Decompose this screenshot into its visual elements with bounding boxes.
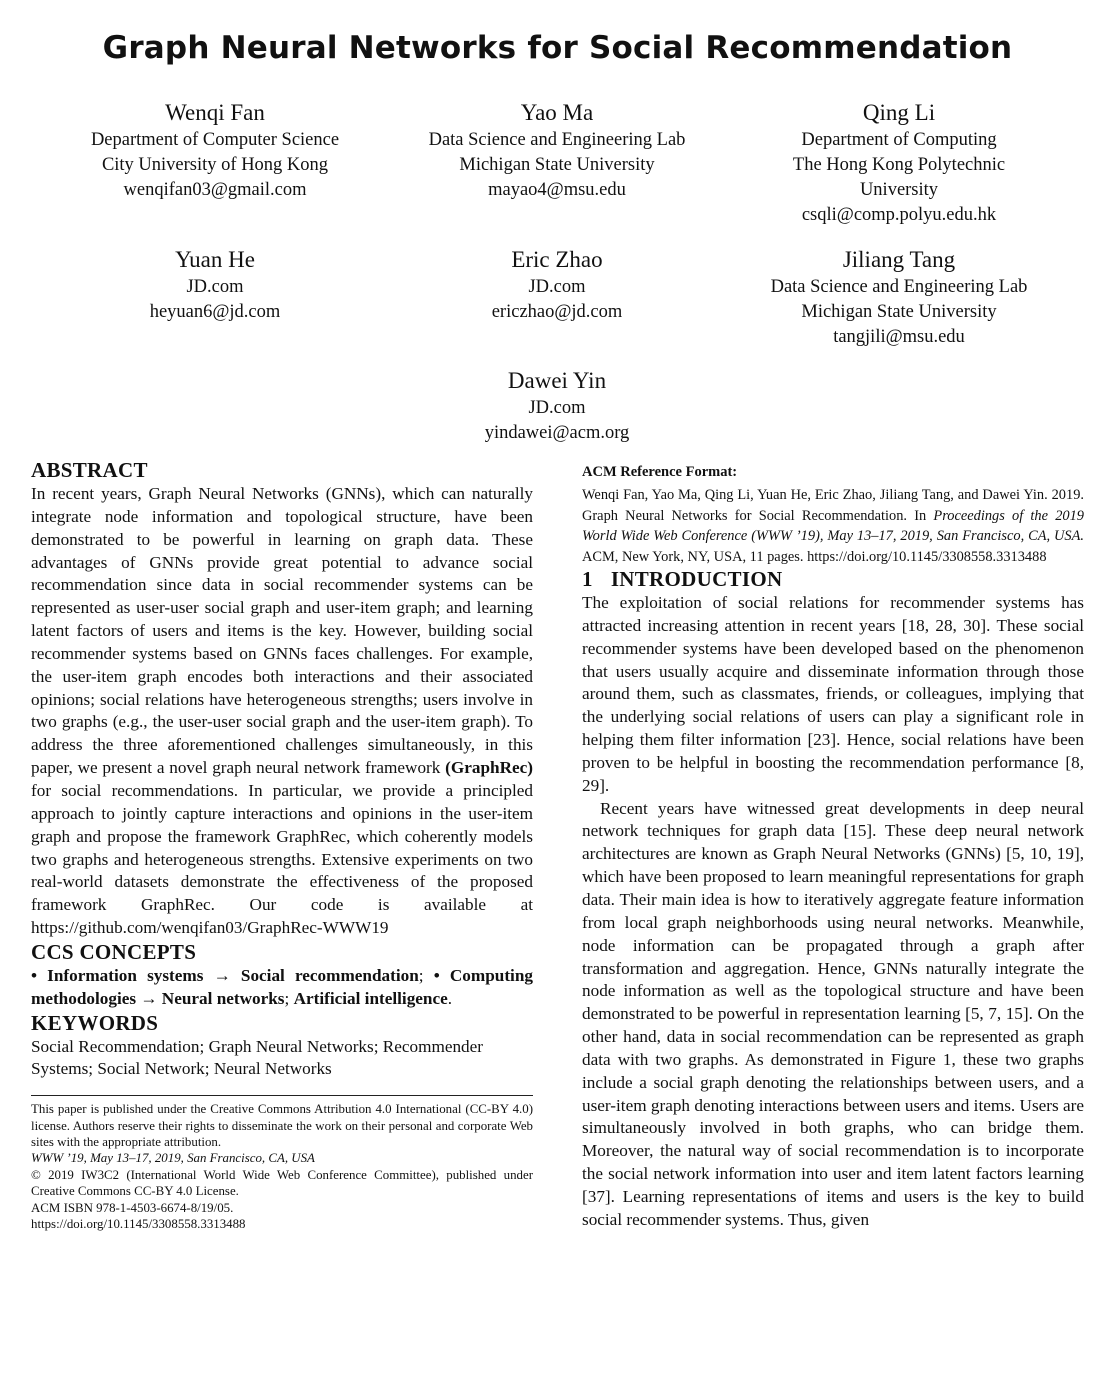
- author-affiliation: Data Science and Engineering Lab: [770, 277, 1028, 297]
- author-name: Wenqi Fan: [165, 100, 265, 125]
- author-name: Dawei Yin: [507, 368, 607, 393]
- footnote-divider: [31, 1095, 533, 1096]
- author-block-jiliang-tang: [734, 246, 1064, 350]
- author-block-eric-zhao: [392, 246, 722, 325]
- abstract-text: [31, 483, 533, 940]
- author-email: ericzhao@jd.com: [491, 302, 623, 322]
- author-name: Qing Li: [862, 100, 936, 125]
- conference-note: WWW ’19, May 13–17, 2019, San Francisco, CA, USA: [31, 1151, 315, 1166]
- author-block-yao-ma: [392, 99, 722, 203]
- author-affiliation: Michigan State University: [801, 302, 997, 322]
- author-email: yindawei@acm.org: [484, 423, 630, 443]
- author-block-qing-li: [734, 99, 1064, 228]
- author-email: csqli@comp.polyu.edu.hk: [801, 205, 997, 225]
- author-affiliation: JD.com: [186, 277, 244, 297]
- author-block-dawei-yin: [392, 367, 722, 446]
- abstract-text-part: for social recommendations. In particular, we provide a principled approach to jointly capture interactions and opinions in the user-item graph and propose the framework GraphRec, which coherently models two graphs and heterogeneous strengths. Extensive experiments on two real-world datasets demonstrate the effectiveness of the proposed framework GraphRec. Our code is available at https://github.com/wenqifan03/GraphRec-WWW19: [31, 780, 533, 938]
- author-affiliation: The Hong Kong Polytechnic: [792, 155, 1006, 175]
- author-email: mayao4@msu.edu: [488, 180, 626, 200]
- author-name: Eric Zhao: [511, 247, 603, 272]
- author-name: Jiliang Tang: [842, 247, 956, 272]
- author-affiliation: Data Science and Engineering Lab: [428, 130, 686, 150]
- author-block-wenqi-fan: [50, 99, 380, 203]
- ccs-end: .: [447, 988, 453, 1008]
- acm-reference-part: ACM, New York, NY, USA, 11 pages. https://doi.org/10.1145/3308558.3313488: [582, 548, 1047, 565]
- ccs-concept: Artificial intelligence: [293, 988, 448, 1008]
- copyright-note: © 2019 IW3C2 (International World Wide Web Conference Committee), published under Creative Commons CC-BY 4.0 License.: [31, 1167, 533, 1199]
- intro-paragraph-2: Recent years have witnessed great developments in deep neural network techniques for graph data [15]. These deep neural network architectures are known as Graph Neural Networks (GNNs) [5, 10, 19], which have been proposed to learn meaningful representations for graph data. Their main idea is how to iteratively aggregate feature information from local graph neighborhoods using neural networks. Meanwhile, node information can be propagated through a graph after transformation and aggregation. Hence, GNNs naturally integrate the node information as well as the topological structure and have been demonstrated to be powerful in representation learning [5, 7, 15]. On the other hand, data in social recommendation can be represented as graph data with two graphs. As demonstrated in Figure 1, these two graphs include a social graph denoting the relationships between users, and a user-item graph denoting interactions between users and items. Users are simultaneously involved in both graphs, who can bridge them. Moreover, the natural way of social recommendation is to incorporate the social network information into user and item latent factors learning [37]. Learning representations of items and users is the key to build social recommender systems. Thus, given: [582, 798, 1084, 1229]
- author-affiliation: Michigan State University: [459, 155, 655, 175]
- ccs-separator: ;: [418, 965, 434, 985]
- ccs-concept: • Computing methodologies → Neural networks: [31, 965, 533, 1008]
- acm-reference-text: [582, 485, 1084, 567]
- author-affiliation: University: [859, 180, 939, 200]
- abstract-text-part: In recent years, Graph Neural Networks (GNNs), which can naturally integrate node information and topological structure, have been demonstrated to be powerful in learning on graph data. These advantages of GNNs provide great potential to advance social recommendation since data in social recommender systems can be represented as user-user social graph and user-item graph; and learning latent factors of users and items is the key. However, building social recommender systems based on GNNs faces challenges. For example, the user-item graph encodes both interactions and their associated opinions; social relations have heterogeneous strengths; users involve in two graphs (e.g., the user-user social graph and the user-item graph). To address the three aforementioned challenges simultaneously, in this paper, we present a novel graph neural network framework: [31, 484, 533, 778]
- author-affiliation: JD.com: [528, 277, 586, 297]
- paper-title: Graph Neural Networks for Social Recommendation: [102, 30, 1013, 66]
- author-name: Yao Ma: [520, 100, 594, 125]
- acm-reference-venue: Proceedings of the 2019 World Wide Web Conference (WWW ’19), May 13–17, 2019, San Francisco, CA, USA.: [582, 507, 1084, 544]
- left-column: [31, 458, 533, 1233]
- ccs-concepts: [31, 965, 533, 1011]
- right-column: [582, 464, 1084, 1232]
- isbn-note: ACM ISBN 978-1-4503-6674-8/19/05.: [31, 1200, 234, 1215]
- section-title: INTRODUCTION: [610, 567, 783, 591]
- license-note: This paper is published under the Creative Commons Attribution 4.0 International (CC-BY 4.0) license. Authors reserve their rights to disseminate the work on their personal and corporate Web sites with the appropriate attribution.: [31, 1102, 533, 1150]
- introduction-heading: [582, 567, 1084, 592]
- intro-paragraph-1: The exploitation of social relations for recommender systems has attracted increasing attention in recent years [18, 28, 30]. These social recommender systems have been developed based on the phenomenon that users usually acquire and disseminate information through those around them, such as classmates, friends, or colleagues, implying that the underlying social relations of users can play a significant role in helping them filter information [23]. Hence, social relations have been proven to be helpful in boosting the recommendation performance [8, 29].: [582, 593, 1084, 795]
- doi-link[interactable]: https://doi.org/10.1145/3308558.3313488: [31, 1217, 246, 1232]
- abstract-heading: ABSTRACT: [31, 458, 148, 482]
- author-name: Yuan He: [175, 247, 255, 272]
- keywords-text: Social Recommendation; Graph Neural Networks; Recommender Systems; Social Network; Neural Networks: [31, 1036, 483, 1079]
- ccs-concept: • Information systems → Social recommendation: [31, 965, 419, 985]
- author-block-yuan-he: [50, 246, 380, 325]
- keywords-heading: KEYWORDS: [31, 1010, 159, 1035]
- author-affiliation: City University of Hong Kong: [101, 155, 329, 175]
- ccs-separator: ;: [284, 988, 294, 1008]
- section-number: 1: [582, 567, 593, 591]
- graphrec-term: (GraphRec): [445, 758, 533, 778]
- author-affiliation: Department of Computing: [801, 130, 997, 150]
- author-email: heyuan6@jd.com: [149, 302, 281, 322]
- author-email: wenqifan03@gmail.com: [123, 180, 307, 200]
- acm-reference-heading: ACM Reference Format:: [582, 464, 738, 480]
- author-email: tangjili@msu.edu: [833, 327, 965, 347]
- author-affiliation: JD.com: [528, 398, 586, 418]
- author-affiliation: Department of Computer Science: [90, 130, 340, 150]
- ccs-heading: CCS CONCEPTS: [31, 939, 197, 964]
- acm-reference-part: Wenqi Fan, Yao Ma, Qing Li, Yuan He, Eric Zhao, Jiliang Tang, and Dawei Yin. 2019. Graph Neural Networks for Social Recommendation. In: [582, 487, 1084, 524]
